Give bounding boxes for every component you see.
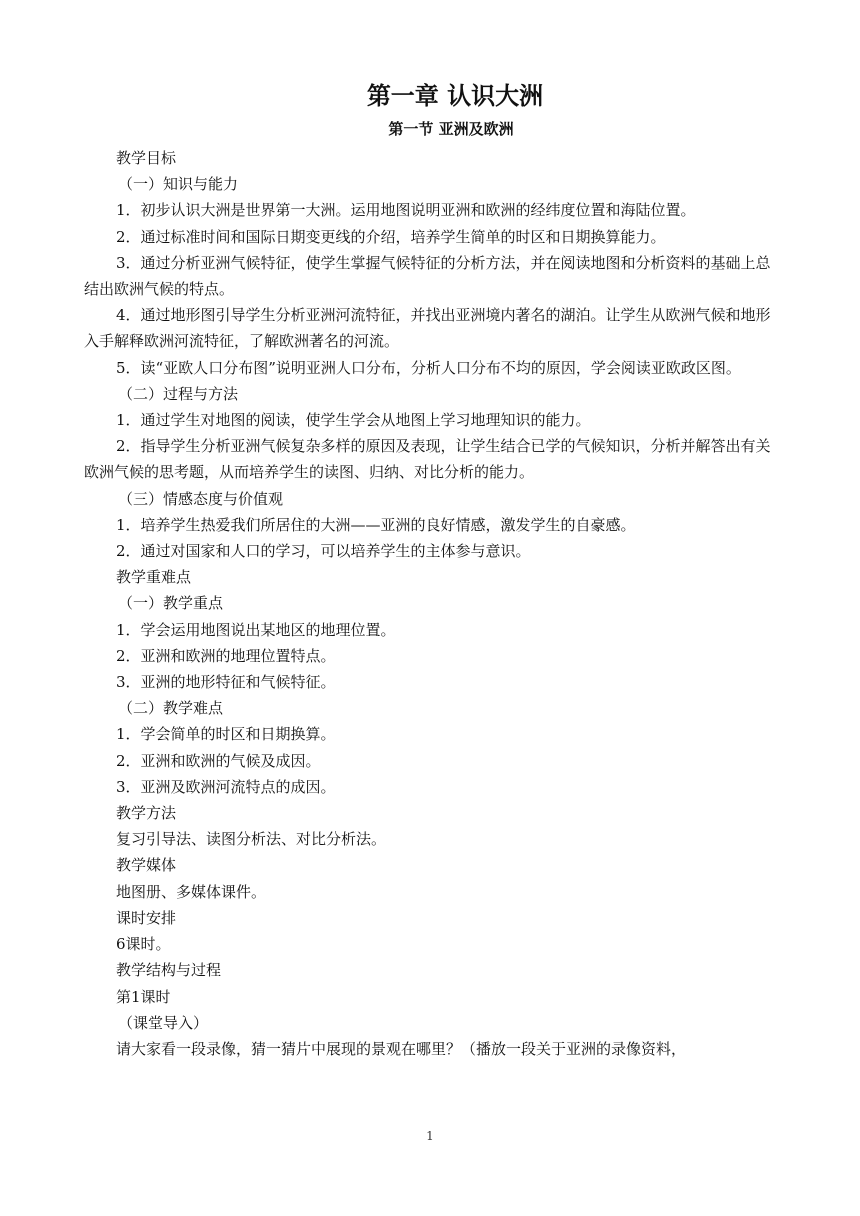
document-body <box>84 145 784 1062</box>
paragraph: 教学方法 <box>116 804 177 823</box>
section-title: 第一节 亚洲及欧洲 <box>388 120 514 138</box>
paragraph: 2．亚洲和欧洲的地理位置特点。 <box>116 646 336 665</box>
paragraph: 2．通过对国家和人口的学习，可以培养学生的主体参与意识。 <box>116 542 531 561</box>
page-number: 1 <box>426 1129 434 1143</box>
paragraph: 课时安排 <box>116 908 177 927</box>
paragraph: 2．通过标准时间和国际日期变更线的介绍，培养学生简单的时区和日期换算能力。 <box>116 227 666 246</box>
paragraph: 3．亚洲的地形特征和气候特征。 <box>116 673 336 692</box>
paragraph: 1．学会简单的时区和日期换算。 <box>116 725 336 744</box>
paragraph: （二）过程与方法 <box>118 384 239 403</box>
paragraph: 教学重难点 <box>116 568 192 587</box>
paragraph: 3．通过分析亚洲气候特征，使学生掌握气候特征的分析方法，并在阅读地图和分析资料的基础上总结出欧洲气候的特点。 <box>84 253 771 299</box>
paragraph: 地图册、多媒体课件。 <box>116 882 267 901</box>
paragraph: 1．通过学生对地图的阅读，使学生学会从地图上学习地理知识的能力。 <box>116 411 591 430</box>
paragraph: 教学媒体 <box>116 856 177 875</box>
paragraph: 5．读“亚欧人口分布图”说明亚洲人口分布，分析人口分布不均的原因，学会阅读亚欧政区图。 <box>116 358 741 377</box>
paragraph: （一）知识与能力 <box>118 175 239 194</box>
chapter-title: 第一章 认识大洲 <box>366 82 544 110</box>
paragraph: 4．通过地形图引导学生分析亚洲河流特征，并找出亚洲境内著名的湖泊。让学生从欧洲气候和地形入手解释欧洲河流特征，了解欧洲著名的河流。 <box>84 306 771 351</box>
paragraph: 2．亚洲和欧洲的气候及成因。 <box>116 751 321 770</box>
paragraph: 3．亚洲及欧洲河流特点的成因。 <box>116 777 336 796</box>
paragraph: 教学结构与过程 <box>116 961 222 980</box>
paragraph: 第1课时 <box>116 987 171 1006</box>
paragraph: 2．指导学生分析亚洲气候复杂多样的原因及表现，让学生结合已学的气候知识，分析并解答出有关欧洲气候的思考题，从而培养学生的读图、归纳、对比分析的能力。 <box>84 437 771 482</box>
paragraph: 1．学会运用地图说出某地区的地理位置。 <box>116 620 396 639</box>
paragraph: 1．培养学生热爱我们所居住的大洲——亚洲的良好情感，激发学生的自豪感。 <box>116 515 636 534</box>
paragraph: （三）情感态度与价值观 <box>118 489 284 508</box>
paragraph: 教学目标 <box>116 149 177 167</box>
paragraph: （一）教学重点 <box>118 594 224 613</box>
paragraph: 1．初步认识大洲是世界第一大洲。运用地图说明亚洲和欧洲的经纬度位置和海陆位置。 <box>116 201 696 220</box>
paragraph: （二）教学难点 <box>118 699 224 718</box>
paragraph: 复习引导法、读图分析法、对比分析法。 <box>116 830 387 849</box>
paragraph: 请大家看一段录像，猜一猜片中展现的景观在哪里？（播放一段关于亚洲的录像资料， <box>116 1039 687 1058</box>
paragraph: （课堂导入） <box>118 1013 209 1032</box>
paragraph: 6课时。 <box>116 935 171 954</box>
